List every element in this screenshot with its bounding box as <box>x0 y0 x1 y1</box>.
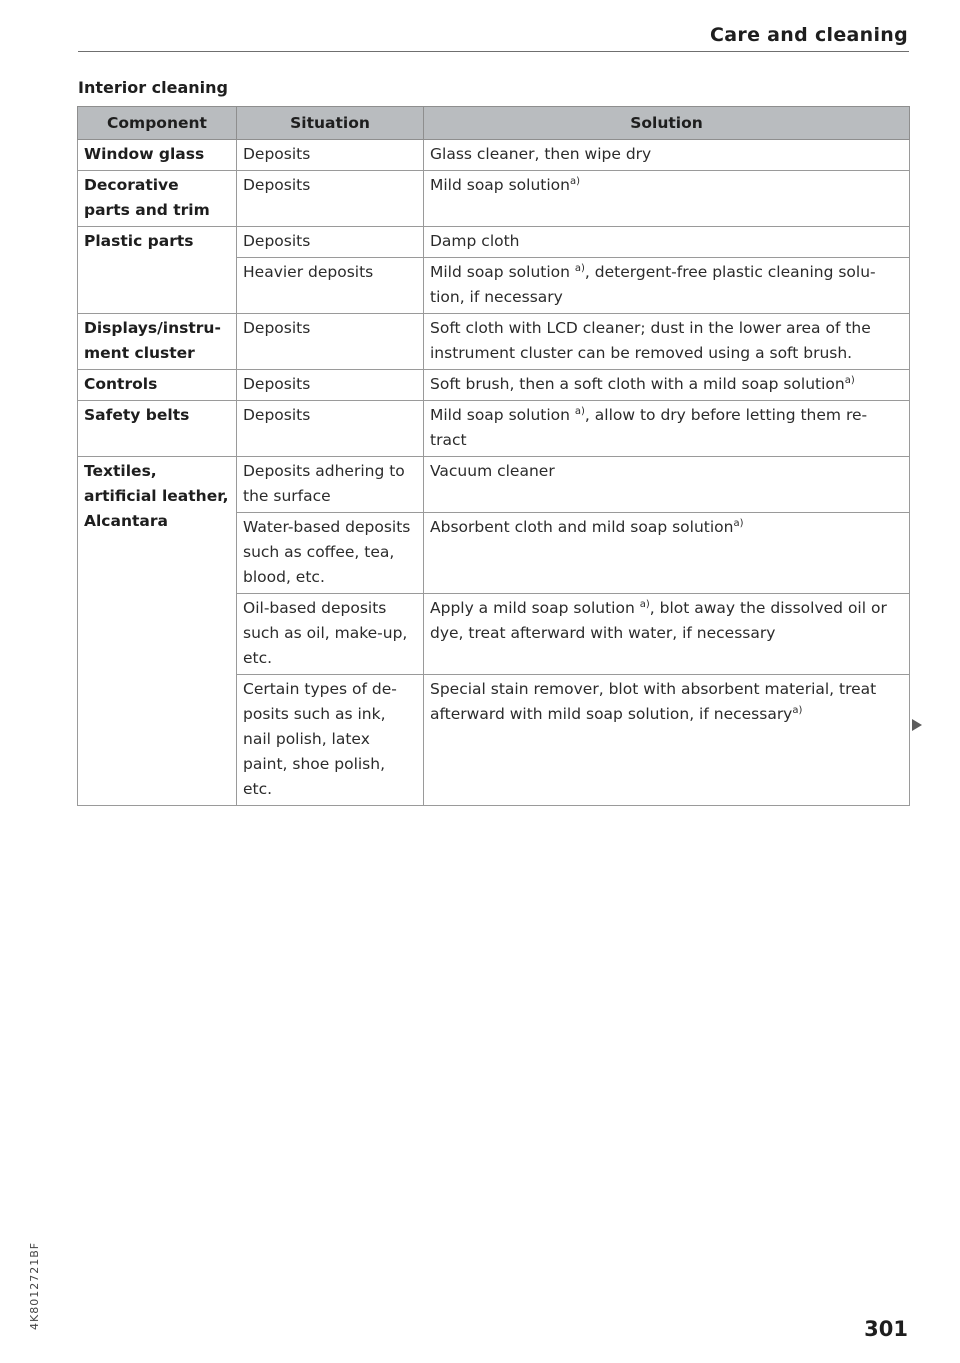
header-divider <box>78 51 909 52</box>
column-header-solution: Solution <box>424 107 910 140</box>
solution-text: Mild soap solution <box>430 406 575 424</box>
section-title: Interior cleaning <box>78 78 229 97</box>
table-row <box>78 227 910 258</box>
footnote-marker: a) <box>639 599 650 610</box>
solution-text: Mild soap solution <box>430 176 570 194</box>
component-cell: Textiles, artificial leather, Alcantara <box>78 457 237 806</box>
solution-cell <box>424 314 910 370</box>
component-cell: Plastic parts <box>78 227 237 314</box>
column-header-component: Component <box>78 107 237 140</box>
solution-text: Vacuum cleaner <box>430 462 555 480</box>
table-row <box>78 401 910 457</box>
component-cell: Window glass <box>78 140 237 171</box>
footnote-marker: a) <box>569 176 580 187</box>
solution-text-continued: , blot away the dissolved oil or dye, treat afterward with water, if necessary <box>430 599 887 642</box>
solution-cell <box>424 401 910 457</box>
solution-text: Soft brush, then a soft cloth with a mild soap solution <box>430 375 845 393</box>
situation-cell: Deposits <box>237 171 424 227</box>
solution-cell <box>424 594 910 675</box>
table-row <box>78 370 910 401</box>
situation-cell: Certain types of de-posits such as ink, nail polish, latex paint, shoe polish, etc. <box>237 675 424 806</box>
page-header-title: Care and cleaning <box>710 24 908 46</box>
continue-arrow-icon <box>912 719 922 731</box>
component-cell: Controls <box>78 370 237 401</box>
component-cell: Displays/instru-ment cluster <box>78 314 237 370</box>
document-code: 4K8012721BF <box>28 1241 41 1330</box>
solution-text-continued: , detergent-free plastic cleaning solu-tion, if necessary <box>430 263 876 306</box>
component-cell: Safety belts <box>78 401 237 457</box>
footnote-marker: a) <box>792 705 803 716</box>
solution-text: Damp cloth <box>430 232 520 250</box>
table-row <box>78 171 910 227</box>
solution-text: Absorbent cloth and mild soap solution <box>430 518 734 536</box>
solution-cell <box>424 370 910 401</box>
solution-cell <box>424 457 910 513</box>
table-header-row <box>78 107 910 140</box>
solution-cell <box>424 675 910 806</box>
solution-text: Apply a mild soap solution <box>430 599 640 617</box>
solution-cell <box>424 258 910 314</box>
interior-cleaning-table <box>77 106 910 806</box>
table-row <box>78 457 910 513</box>
situation-cell: Heavier deposits <box>237 258 424 314</box>
solution-text: Mild soap solution <box>430 263 575 281</box>
solution-text-continued: , allow to dry before letting them re-tract <box>430 406 868 449</box>
footnote-marker: a) <box>733 518 744 529</box>
situation-cell: Deposits <box>237 401 424 457</box>
solution-cell <box>424 227 910 258</box>
table-row <box>78 314 910 370</box>
situation-cell: Deposits <box>237 140 424 171</box>
situation-cell: Deposits <box>237 370 424 401</box>
page-number: 301 <box>864 1317 908 1341</box>
solution-cell <box>424 171 910 227</box>
situation-cell: Deposits <box>237 227 424 258</box>
situation-cell: Oil-based deposits such as oil, make-up, etc. <box>237 594 424 675</box>
footnote-marker: a) <box>574 406 585 417</box>
situation-cell: Water-based deposits such as coffee, tea, blood, etc. <box>237 513 424 594</box>
solution-cell <box>424 140 910 171</box>
solution-cell <box>424 513 910 594</box>
footnote-marker: a) <box>844 375 855 386</box>
table-row <box>78 140 910 171</box>
solution-text: Glass cleaner, then wipe dry <box>430 145 652 163</box>
footnote-marker: a) <box>574 263 585 274</box>
solution-text: Soft cloth with LCD cleaner; dust in the lower area of the instrument cluster can be removed using a soft brush. <box>430 319 871 362</box>
situation-cell: Deposits <box>237 314 424 370</box>
component-cell: Decorative parts and trim <box>78 171 237 227</box>
column-header-situation: Situation <box>237 107 424 140</box>
situation-cell: Deposits adhering to the surface <box>237 457 424 513</box>
solution-text: Special stain remover, blot with absorbent material, treat afterward with mild soap solution, if necessary <box>430 680 877 723</box>
